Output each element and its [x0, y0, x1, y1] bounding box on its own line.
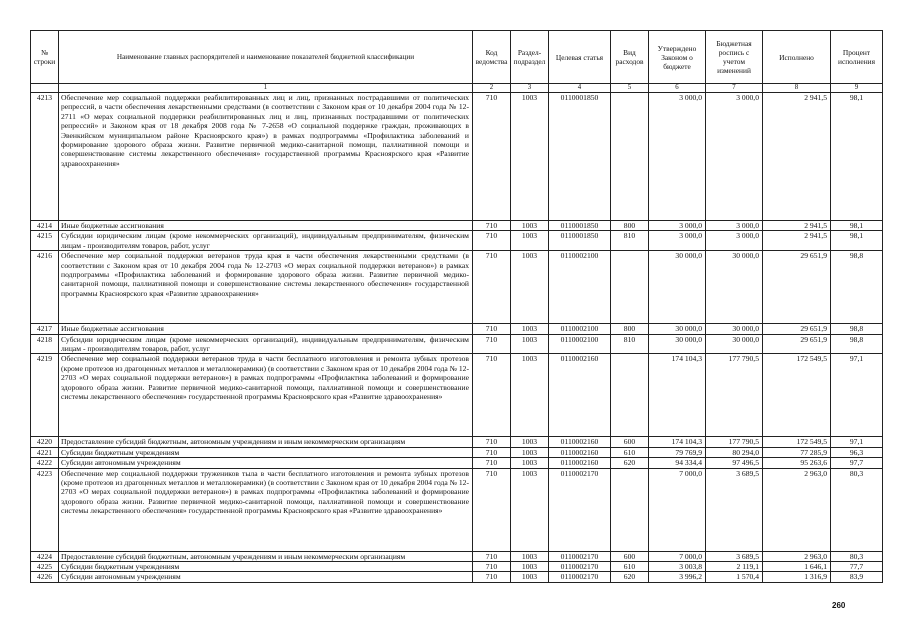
- column-number: 1: [59, 84, 473, 93]
- row-approved: 30 000,0: [649, 334, 706, 354]
- row-number: 4223: [31, 468, 59, 551]
- table-row: [31, 551, 883, 561]
- header-executed: Исполнено: [763, 31, 831, 84]
- row-name: Иные бюджетные ассигнования: [59, 221, 473, 231]
- row-expense-type: 610: [611, 562, 649, 572]
- row-target: 0110001850: [549, 93, 611, 221]
- row-budget-list: 97 496,5: [706, 458, 763, 468]
- row-target: 0110002100: [549, 334, 611, 354]
- row-executed: 29 651,9: [763, 251, 831, 324]
- row-dept-code: 710: [473, 221, 511, 231]
- row-executed: 2 963,0: [763, 468, 831, 551]
- row-target: 0110002170: [549, 551, 611, 561]
- row-number: 4218: [31, 334, 59, 354]
- row-dept-code: 710: [473, 551, 511, 561]
- row-approved: 3 000,0: [649, 231, 706, 251]
- row-number: 4215: [31, 231, 59, 251]
- row-expense-type: 810: [611, 231, 649, 251]
- row-percent: 96,3: [831, 447, 883, 457]
- budget-execution-table: [30, 30, 883, 583]
- row-section: 1003: [511, 324, 549, 334]
- row-percent: 98,1: [831, 231, 883, 251]
- row-name: Обеспечение мер социальной поддержки ветеранов труда края в части обеспечения лекарственными средствами (в соответствии с Законом края от 10 декабря 2004 года № 12-2703 «О мерах социальной поддержки ветеранов») в рамках подпрограммы «Профилактика заболеваний и формирование здорового образа жизни. Развитие первичной медико-санитарной помощи, паллиативной помощи и совершенствование системы лекарственного обеспечения» государственной программы Красноярского края «Развитие здравоохранения»: [59, 251, 473, 324]
- row-dept-code: 710: [473, 354, 511, 437]
- row-budget-list: 3 689,5: [706, 468, 763, 551]
- row-executed: 77 285,9: [763, 447, 831, 457]
- row-executed: 29 651,9: [763, 324, 831, 334]
- row-target: 0110002160: [549, 458, 611, 468]
- row-target: 0110002170: [549, 468, 611, 551]
- column-number: 3: [511, 84, 549, 93]
- row-dept-code: 710: [473, 458, 511, 468]
- column-number: 9: [831, 84, 883, 93]
- column-number: [31, 84, 59, 93]
- row-expense-type: [611, 93, 649, 221]
- row-section: 1003: [511, 551, 549, 561]
- column-number-row: [31, 84, 883, 93]
- row-executed: 172 549,5: [763, 437, 831, 447]
- row-number: 4222: [31, 458, 59, 468]
- row-dept-code: 710: [473, 468, 511, 551]
- row-number: 4213: [31, 93, 59, 221]
- row-target: 0110002170: [549, 572, 611, 582]
- row-approved: 30 000,0: [649, 324, 706, 334]
- row-executed: 172 549,5: [763, 354, 831, 437]
- row-target: 0110002160: [549, 437, 611, 447]
- row-dept-code: 710: [473, 251, 511, 324]
- row-dept-code: 710: [473, 334, 511, 354]
- table-row: [31, 458, 883, 468]
- row-expense-type: [611, 354, 649, 437]
- row-number: 4220: [31, 437, 59, 447]
- table-row: [31, 354, 883, 437]
- row-approved: 79 769,9: [649, 447, 706, 457]
- row-number: 4214: [31, 221, 59, 231]
- row-name: Предоставление субсидий бюджетным, автономным учреждениям и иным некоммерческим организациям: [59, 437, 473, 447]
- table-row: [31, 437, 883, 447]
- row-executed: 2 941,5: [763, 93, 831, 221]
- row-target: 0110002160: [549, 447, 611, 457]
- row-target: 0110002100: [549, 324, 611, 334]
- row-executed: 2 963,0: [763, 551, 831, 561]
- row-expense-type: [611, 251, 649, 324]
- row-expense-type: 610: [611, 447, 649, 457]
- column-number: 6: [649, 84, 706, 93]
- table-row: [31, 334, 883, 354]
- row-approved: 174 104,3: [649, 437, 706, 447]
- row-section: 1003: [511, 562, 549, 572]
- row-percent: 97,7: [831, 458, 883, 468]
- header-row: [31, 31, 883, 84]
- row-expense-type: 810: [611, 334, 649, 354]
- row-number: 4219: [31, 354, 59, 437]
- row-approved: 94 334,4: [649, 458, 706, 468]
- row-percent: 80,3: [831, 551, 883, 561]
- row-number: 4226: [31, 572, 59, 582]
- row-target: 0110002160: [549, 354, 611, 437]
- row-dept-code: 710: [473, 447, 511, 457]
- header-name: Наименование главных распорядителей и наименование показателей бюджетной классификации: [59, 31, 473, 84]
- row-approved: 174 104,3: [649, 354, 706, 437]
- row-section: 1003: [511, 221, 549, 231]
- table-row: [31, 324, 883, 334]
- table-row: [31, 231, 883, 251]
- row-percent: 98,1: [831, 221, 883, 231]
- row-budget-list: 3 689,5: [706, 551, 763, 561]
- column-number: 2: [473, 84, 511, 93]
- row-approved: 30 000,0: [649, 251, 706, 324]
- row-number: 4216: [31, 251, 59, 324]
- row-approved: 7 000,0: [649, 551, 706, 561]
- row-budget-list: 3 000,0: [706, 231, 763, 251]
- row-dept-code: 710: [473, 562, 511, 572]
- column-number: 5: [611, 84, 649, 93]
- row-name: Иные бюджетные ассигнования: [59, 324, 473, 334]
- row-executed: 2 941,5: [763, 221, 831, 231]
- header-approved: Утверждено Законом о бюджете: [649, 31, 706, 84]
- row-expense-type: [611, 468, 649, 551]
- row-percent: 98,8: [831, 251, 883, 324]
- row-approved: 3 000,0: [649, 93, 706, 221]
- row-approved: 3 000,0: [649, 221, 706, 231]
- row-section: 1003: [511, 447, 549, 457]
- row-target: 0110002100: [549, 251, 611, 324]
- row-name: Субсидии автономным учреждениям: [59, 458, 473, 468]
- row-dept-code: 710: [473, 93, 511, 221]
- row-dept-code: 710: [473, 437, 511, 447]
- row-number: 4224: [31, 551, 59, 561]
- row-executed: 2 941,5: [763, 231, 831, 251]
- row-name: Обеспечение мер социальной поддержки реабилитированных лиц и лиц, признанных пострадавшими от политических репрессий, в части обеспечения лекарственными средствами (в соответствии с Законом края от 10 декабря 2004 года № 12-2711 «О мерах социальной поддержки реабилитированных лиц и лиц, признанных пострадавшими от политических репрессий» и Законом края от 18 декабря 2008 года № 7-2658 «О социальной поддержке граждан, проживающих в Эвенкийском муниципальном районе Красноярского края») в рамках подпрограммы «Профилактика заболеваний и формирование здорового образа жизни. Развитие первичной медико-санитарной помощи, паллиативной помощи и совершенствование системы лекарственного обеспечения» государственной программы Красноярского края «Развитие здравоохранения»: [59, 93, 473, 221]
- row-name: Субсидии автономным учреждениям: [59, 572, 473, 582]
- row-expense-type: 800: [611, 221, 649, 231]
- row-number: 4221: [31, 447, 59, 457]
- row-dept-code: 710: [473, 231, 511, 251]
- table-row: [31, 562, 883, 572]
- row-budget-list: 30 000,0: [706, 334, 763, 354]
- row-name: Субсидии юридическим лицам (кроме некоммерческих организаций), индивидуальным предпринимателям, физическим лицам - производителям товаров, работ, услуг: [59, 231, 473, 251]
- row-percent: 97,1: [831, 437, 883, 447]
- row-percent: 77,7: [831, 562, 883, 572]
- row-budget-list: 177 790,5: [706, 437, 763, 447]
- row-number: 4217: [31, 324, 59, 334]
- row-expense-type: 620: [611, 572, 649, 582]
- header-target: Целевая статья: [549, 31, 611, 84]
- column-number: 4: [549, 84, 611, 93]
- table-row: [31, 93, 883, 221]
- row-name: Субсидии бюджетным учреждениям: [59, 562, 473, 572]
- row-section: 1003: [511, 251, 549, 324]
- header-expense-type: Вид расходов: [611, 31, 649, 84]
- row-executed: 29 651,9: [763, 334, 831, 354]
- row-percent: 83,9: [831, 572, 883, 582]
- row-approved: 3 003,8: [649, 562, 706, 572]
- header-section: Раздел-подраздел: [511, 31, 549, 84]
- row-percent: 98,1: [831, 93, 883, 221]
- row-name: Обеспечение мер социальной поддержки ветеранов труда в части бесплатного изготовления и ремонта зубных протезов (кроме протезов из драгоценных металлов и металлокерамики) (в соответствии с Законом края от 10 декабря 2004 года № 12-2703 «О мерах социальной поддержки ветеранов») в рамках подпрограммы «Профилактика заболеваний и формирование здорового образа жизни. Развитие первичной медико-санитарной помощи, паллиативной помощи и совершенствование системы лекарственного обеспечения» государственной программы Красноярского края «Развитие здравоохранения»: [59, 354, 473, 437]
- row-executed: 1 316,9: [763, 572, 831, 582]
- header-percent: Процент исполнения: [831, 31, 883, 84]
- row-number: 4225: [31, 562, 59, 572]
- row-executed: 95 263,6: [763, 458, 831, 468]
- row-section: 1003: [511, 334, 549, 354]
- row-budget-list: 3 000,0: [706, 221, 763, 231]
- row-target: 0110001850: [549, 221, 611, 231]
- row-budget-list: 30 000,0: [706, 324, 763, 334]
- row-section: 1003: [511, 231, 549, 251]
- row-budget-list: 2 119,1: [706, 562, 763, 572]
- table-row: [31, 572, 883, 582]
- page-number: 260: [832, 601, 846, 610]
- table-row: [31, 468, 883, 551]
- row-dept-code: 710: [473, 324, 511, 334]
- table-row: [31, 251, 883, 324]
- row-percent: 98,8: [831, 334, 883, 354]
- row-section: 1003: [511, 437, 549, 447]
- row-expense-type: 600: [611, 437, 649, 447]
- row-expense-type: 600: [611, 551, 649, 561]
- row-section: 1003: [511, 458, 549, 468]
- row-approved: 7 000,0: [649, 468, 706, 551]
- row-budget-list: 177 790,5: [706, 354, 763, 437]
- column-number: 8: [763, 84, 831, 93]
- row-percent: 97,1: [831, 354, 883, 437]
- row-expense-type: 620: [611, 458, 649, 468]
- table-row: [31, 447, 883, 457]
- header-budget-list: Бюджетная роспись с учетом изменений: [706, 31, 763, 84]
- row-executed: 1 646,1: [763, 562, 831, 572]
- row-section: 1003: [511, 468, 549, 551]
- row-budget-list: 3 000,0: [706, 93, 763, 221]
- row-approved: 3 996,2: [649, 572, 706, 582]
- row-section: 1003: [511, 354, 549, 437]
- column-number: 7: [706, 84, 763, 93]
- header-dept-code: Код ведомства: [473, 31, 511, 84]
- row-expense-type: 800: [611, 324, 649, 334]
- row-dept-code: 710: [473, 572, 511, 582]
- row-name: Обеспечение мер социальной поддержки тружеников тыла в части бесплатного изготовления и ремонта зубных протезов (кроме протезов из драгоценных металлов и металлокерамики) (в соответствии с Законом края от 10 декабря 2004 года № 12-2703 «О мерах социальной поддержки ветеранов») в рамках подпрограммы «Профилактика заболеваний и формирование здорового образа жизни. Развитие первичной медико-санитарной помощи, паллиативной помощи и совершенствование системы лекарственного обеспечения» государственной программы Красноярского края «Развитие здравоохранения»: [59, 468, 473, 551]
- row-target: 0110002170: [549, 562, 611, 572]
- header-row-no: № строки: [31, 31, 59, 84]
- row-budget-list: 1 570,4: [706, 572, 763, 582]
- row-target: 0110001850: [549, 231, 611, 251]
- row-percent: 98,8: [831, 324, 883, 334]
- table-row: [31, 221, 883, 231]
- row-budget-list: 80 294,0: [706, 447, 763, 457]
- row-name: Субсидии бюджетным учреждениям: [59, 447, 473, 457]
- row-section: 1003: [511, 93, 549, 221]
- row-budget-list: 30 000,0: [706, 251, 763, 324]
- row-name: Предоставление субсидий бюджетным, автономным учреждениям и иным некоммерческим организациям: [59, 551, 473, 561]
- table-body: [31, 93, 883, 583]
- row-section: 1003: [511, 572, 549, 582]
- row-name: Субсидии юридическим лицам (кроме некоммерческих организаций), индивидуальным предпринимателям, физическим лицам - производителям товаров, работ, услуг: [59, 334, 473, 354]
- row-percent: 80,3: [831, 468, 883, 551]
